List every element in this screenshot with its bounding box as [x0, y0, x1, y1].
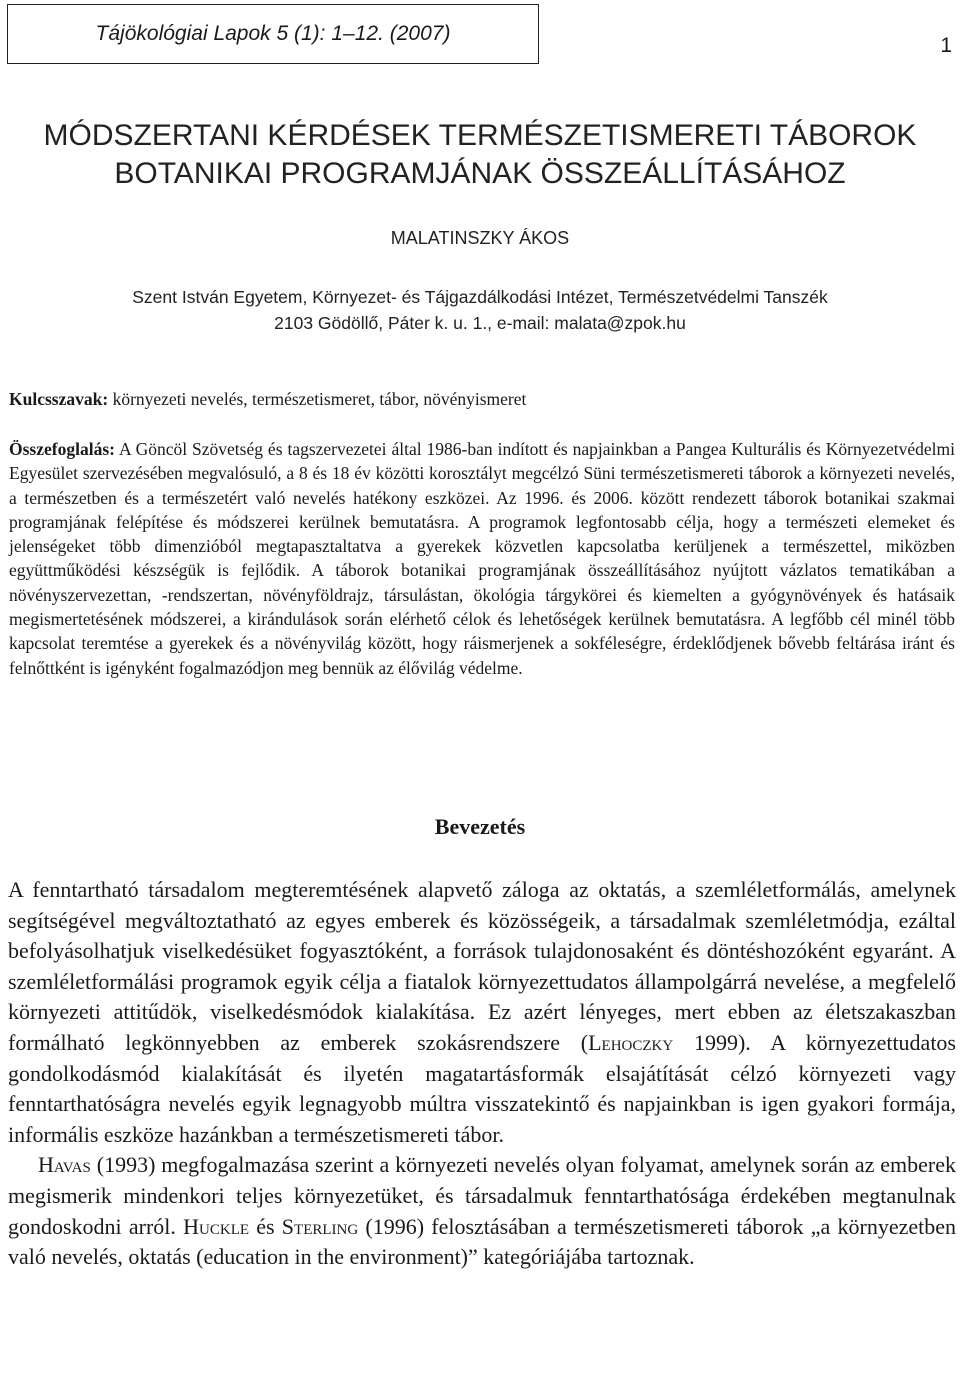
citation-author: Havas — [38, 1152, 91, 1178]
paper-title — [0, 117, 960, 193]
paragraph-text: (1996) felosztásában a természetismereti táborok „a környezetben való nevelés, oktatás (education in the environment)” kategóriájába tartoznak. — [8, 1213, 957, 1270]
paper-title-line-2: BOTANIKAI PROGRAMJÁNAK ÖSSZEÁLLÍTÁSÁHOZ — [114, 157, 846, 190]
paragraph-text: és — [249, 1213, 282, 1239]
section-heading: Bevezetés — [434, 814, 526, 839]
keywords-label: Kulcsszavak: — [9, 389, 109, 409]
author-name: MALATINSZKY ÁKOS — [390, 228, 570, 248]
citation-author: Huckle — [183, 1213, 250, 1239]
introduction-paragraph-2 — [8, 1150, 956, 1272]
introduction-paragraph-1 — [8, 875, 956, 1150]
keywords-text: környezeti nevelés, természetismeret, tábor, növényismeret — [108, 389, 527, 409]
journal-citation-box — [7, 4, 539, 64]
affiliation-line-2: 2103 Gödöllő, Páter k. u. 1., e-mail: malata@zpok.hu — [274, 313, 686, 333]
abstract-text: A Göncöl Szövetség és tagszervezetei által 1986-ban indított és napjainkban a Pangea Kulturális és Környezetvédelmi Egyesület szervezésében megvalósuló, a 8 és 18 év közötti korosztályt megcélzó Süni természetismereti táborok a környezeti nevelés, a természetben és a természetért való nevelés hatékony eszközei. Az 1996. és 2006. között rendezett táborok botanikai szakmai programjának felépítése és módszerei kerülnek bemutatásra. A programok legfontosabb célja, hogy a természeti elemeket és jelenségeket több dimenzióból megtapasztaltatva a gyerekek közvetlen kapcsolatba kerüljenek a természettel, miközben együttműködési készségük is fejlődik. A táborok botanikai programjának összeállításához nyújtott vázlatos tematikában a növényszervezettan, -rendszertan, növényföldrajz, társulástan, ökológia tárgykörei és kiemelten a gyógynövények és hatásaik megismertetésének módszerei, a kirándulások során elérhető célok és lehetőségek kerülnek bemutatásra. A legfőbb cél minél több kapcsolat teremtése a gyerekek és a növényvilág között, hogy ráismerjenek a sokféleségre, érdeklődjenek bővebb feltárása iránt és felnőttként is igényként fogalmazódjon meg bennük az élővilág védelme. — [9, 439, 955, 678]
paragraph-text: (1993) megfogalmazása szerint a környezeti nevelés olyan folyamat, amelynek során az emberek megismerik mindenkori teljes környezetüket, és társadalmuk fenntarthatósága érdekében megtanulnak gondoskodni arról. — [8, 1152, 956, 1239]
introduction-body — [8, 875, 956, 1273]
citation-author: Sterling — [281, 1213, 359, 1239]
keywords — [9, 387, 953, 411]
paper-title-line-1: MÓDSZERTANI KÉRDÉSEK TERMÉSZETISMERETI TÁBOROK — [43, 119, 917, 152]
citation-author: Lehoczky — [588, 1029, 674, 1055]
paragraph-text: A fenntartható társadalom megteremtésének alapvető záloga az oktatás, a szemléletformálás, amelynek segítségével megváltoztatható az egyes emberek és közösségeik, a társadalmak szemléletmódja, ezáltal befolyásolhatjuk viselkedésüket fogyasztóként, a források tulajdonosaként és döntéshozóként egyaránt. A szemléletformálási programok egyik célja a fiatalok környezettudatos állampolgárrá nevelése, a megfelelő környezeti attitűdök, viselkedésmódok kialakítása. Ez azért lényeges, mert ebben az életszakaszban formálható legkönnyebben az emberek szokásrendszere ( — [8, 877, 956, 1055]
abstract — [9, 437, 955, 680]
affiliation — [0, 284, 960, 336]
affiliation-line-1: Szent István Egyetem, Környezet- és Tájgazdálkodási Intézet, Természetvédelmi Tanszék — [132, 287, 828, 307]
page-number: 1 — [940, 34, 952, 57]
paragraph-text: 1999). A környezettudatos gondolkodásmód kialakítását és ilyetén magatartásformák elsajátítását célzó környezeti vagy fenntarthatóságra nevelés egyik legnagyobb múltra visszatekintő és napjainkban is igen gyakori formája, informális eszköze hazánkban a természetismereti tábor. — [8, 1029, 956, 1147]
journal-citation: Tájökológiai Lapok 5 (1): 1–12. (2007) — [95, 22, 451, 45]
abstract-label: Összefoglalás: — [9, 439, 115, 459]
